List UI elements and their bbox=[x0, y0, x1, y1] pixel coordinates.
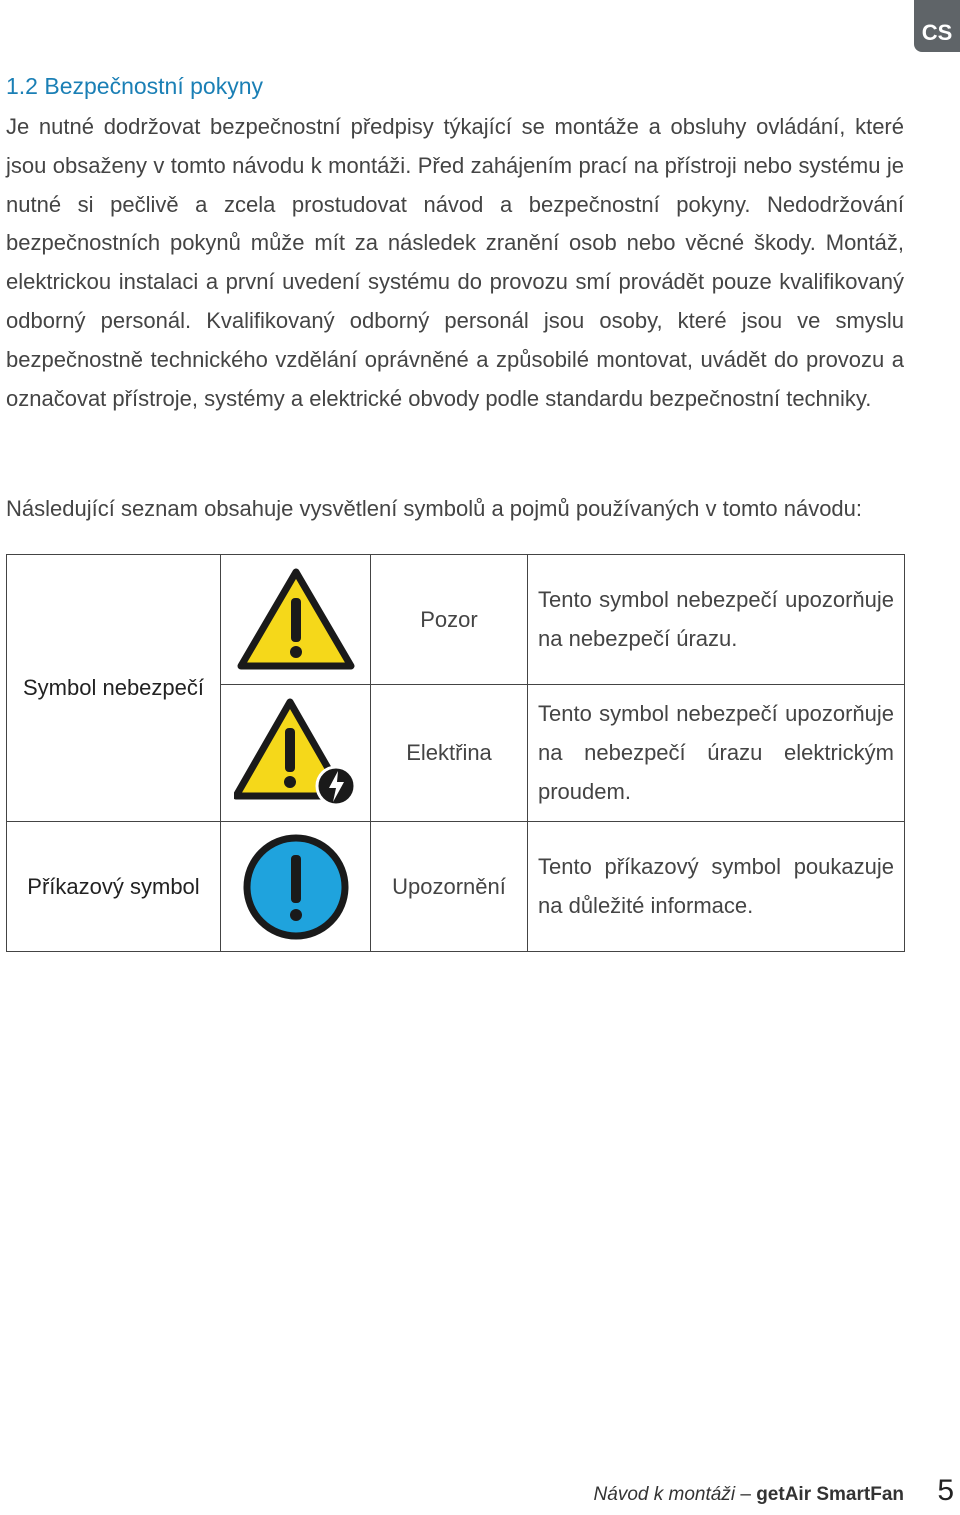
symbol-name: Upozornění bbox=[371, 822, 528, 952]
footer bbox=[594, 1484, 904, 1506]
safety-paragraph: Je nutné dodržovat bezpečnostní předpisy týkající se montáže a obsluhy ovládání, které jsou obsaženy v tomto návodu k montáži. Před zahájením prací na přístroji nebo systému je nutné si pečlivě a zcela prostudovat návod a bezpečnostní pokyny. Nedodržování bezpečnostních pokynů může mít za následek zranění osob nebo věcné škody. Montáž, elektrickou instalaci a první uvedení systému do provozu smí provádět pouze kvalifikovaný odborný personál. Kvalifikovaný odborný personál jsou osoby, které jsou ve smyslu bezpečnostně technického vzdělání oprávněné a způsobilé montovat, uvádět do provozu a označovat přístroje, systémy a elektrické obvody podle standardu bezpečnostní techniky. bbox=[6, 114, 904, 411]
section-heading: 1.2 Bezpečnostní pokyny bbox=[6, 73, 263, 99]
electric-warning-triangle-icon bbox=[234, 698, 358, 808]
language-tab: CS bbox=[914, 0, 960, 52]
symbol-cell bbox=[221, 822, 371, 952]
info-circle-icon bbox=[242, 833, 350, 941]
footer-product: getAir SmartFan bbox=[756, 1484, 904, 1505]
footer-doc-title: Návod k montáži bbox=[593, 1484, 736, 1505]
table-row bbox=[7, 822, 905, 952]
footer-separator: – bbox=[740, 1484, 751, 1505]
category-mandatory: Příkazový symbol bbox=[7, 822, 221, 952]
symbols-intro: Následující seznam obsahuje vysvětlení symbolů a pojmů používaných v tomto návodu: bbox=[6, 496, 863, 521]
symbol-name: Elektřina bbox=[371, 685, 528, 822]
symbol-name: Pozor bbox=[371, 555, 528, 685]
symbol-description: Tento příkazový symbol poukazuje na důležité informace. bbox=[528, 822, 905, 952]
symbol-cell bbox=[221, 555, 371, 685]
symbol-description: Tento symbol nebezpečí upozorňuje na nebezpečí úrazu. bbox=[528, 555, 905, 685]
warning-triangle-icon bbox=[237, 568, 355, 672]
table-row bbox=[7, 555, 905, 685]
symbol-description: Tento symbol nebezpečí upozorňuje na nebezpečí úrazu elektrickým proudem. bbox=[528, 685, 905, 822]
symbol-cell bbox=[221, 685, 371, 822]
category-danger: Symbol nebezpečí bbox=[7, 555, 221, 822]
page-number: 5 bbox=[937, 1474, 954, 1507]
symbols-table bbox=[6, 554, 905, 952]
